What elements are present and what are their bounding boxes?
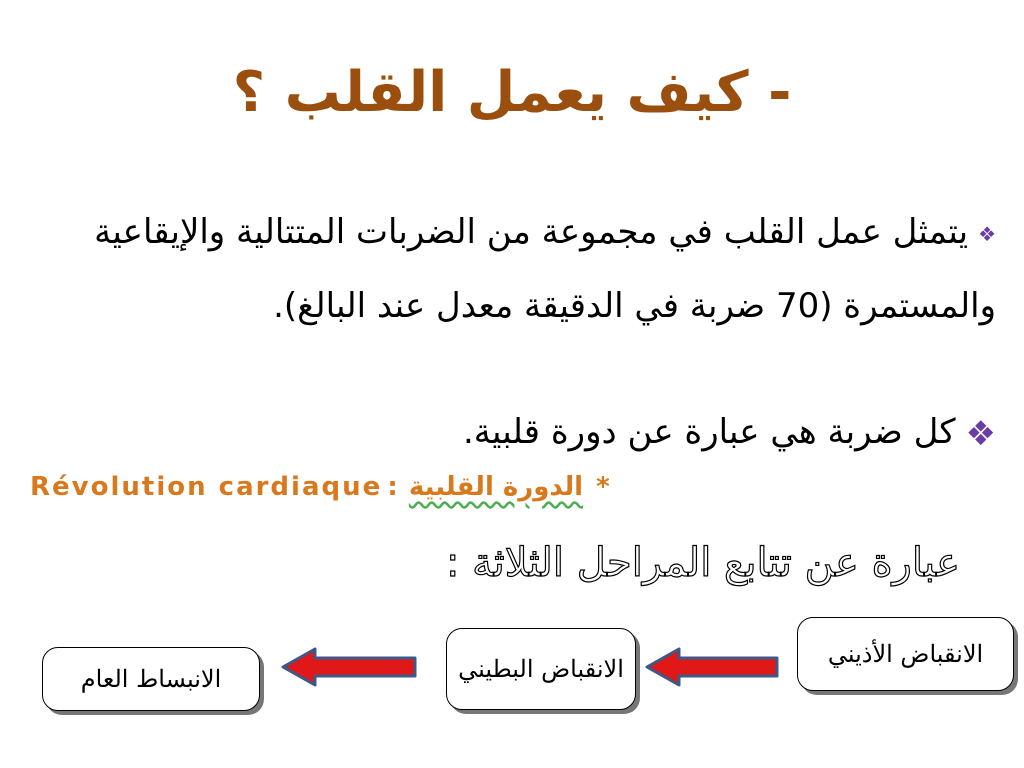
subheading-colon: : (387, 472, 400, 502)
subheading (30, 472, 960, 512)
diamond-bullet-icon: ❖ (965, 413, 996, 454)
paragraph-2-text: كل ضربة هي عبارة عن دورة قلبية. (462, 412, 956, 452)
diamond-bullet-icon: ❖ (978, 221, 996, 246)
phase-1-label: الانقباض الأذيني (827, 640, 984, 668)
phase-ventricular-contraction (446, 628, 636, 710)
phase-2-label: الانقباض البطيني (458, 655, 624, 683)
paragraph-1-text: يتمثل عمل القلب في مجموعة من الضربات المتتالية والإيقاعية والمستمرة (70 ضربة في الدقيقة معدل عند البالغ). (94, 212, 996, 326)
paragraph-cardiac-cycle (16, 396, 996, 470)
left-arrow-icon (645, 646, 781, 688)
phase-3-label: الانبساط العام (80, 665, 222, 693)
phase-general-relaxation (42, 647, 260, 711)
slide-title: - كيف يعمل القلب ؟ (232, 60, 792, 125)
paragraph-heart-function (16, 196, 996, 342)
left-arrow-icon (281, 646, 419, 688)
subheading-arabic: الدورة القلبية (408, 472, 584, 502)
subheading-french: Révolution cardiaque (30, 472, 383, 502)
subheading-star: * (596, 472, 610, 502)
phase-atrial-contraction (797, 617, 1014, 691)
phases-intro: عبارة عن تتابع المراحل الثلاثة : (445, 540, 960, 586)
